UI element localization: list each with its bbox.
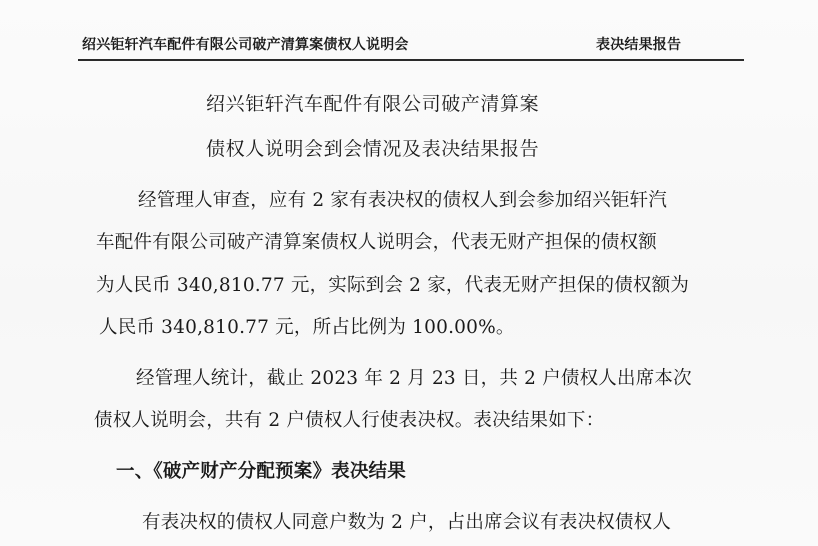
document-title-line-2: 债权人说明会到会情况及表决结果报告: [206, 138, 540, 160]
document-title-line-1: 绍兴钜轩汽车配件有限公司破产清算案: [206, 93, 540, 115]
paragraph-3-line-1: 有表决权的债权人同意户数为 2 户，占出席会议有表决权债权人: [142, 512, 672, 533]
paragraph-1-line-4: 人民币 340,810.77 元，所占比例为 100.00%。: [99, 317, 515, 338]
paragraph-2-line-2: 债权人说明会，共有 2 户债权人行使表决权。表决结果如下：: [94, 410, 605, 431]
header-rule: [78, 59, 744, 61]
section-heading: 一、《破产财产分配预案》表决结果: [116, 461, 406, 482]
paragraph-1-line-1: 经管理人审查，应有 2 家有表决权的债权人到会参加绍兴钜轩汽: [138, 190, 668, 211]
header-report-title: 表决结果报告: [596, 37, 682, 53]
paragraph-1-line-3: 为人民币 340,810.77 元，实际到会 2 家，代表无财产担保的债权额为: [96, 275, 690, 296]
paragraph-1-line-2: 车配件有限公司破产清算案债权人说明会，代表无财产担保的债权额: [96, 232, 658, 253]
paragraph-2-line-1: 经管理人统计，截止 2023 年 2 月 23 日，共 2 户债权人出席本次: [136, 368, 692, 389]
header-case-title: 绍兴钜轩汽车配件有限公司破产清算案债权人说明会: [82, 37, 409, 53]
